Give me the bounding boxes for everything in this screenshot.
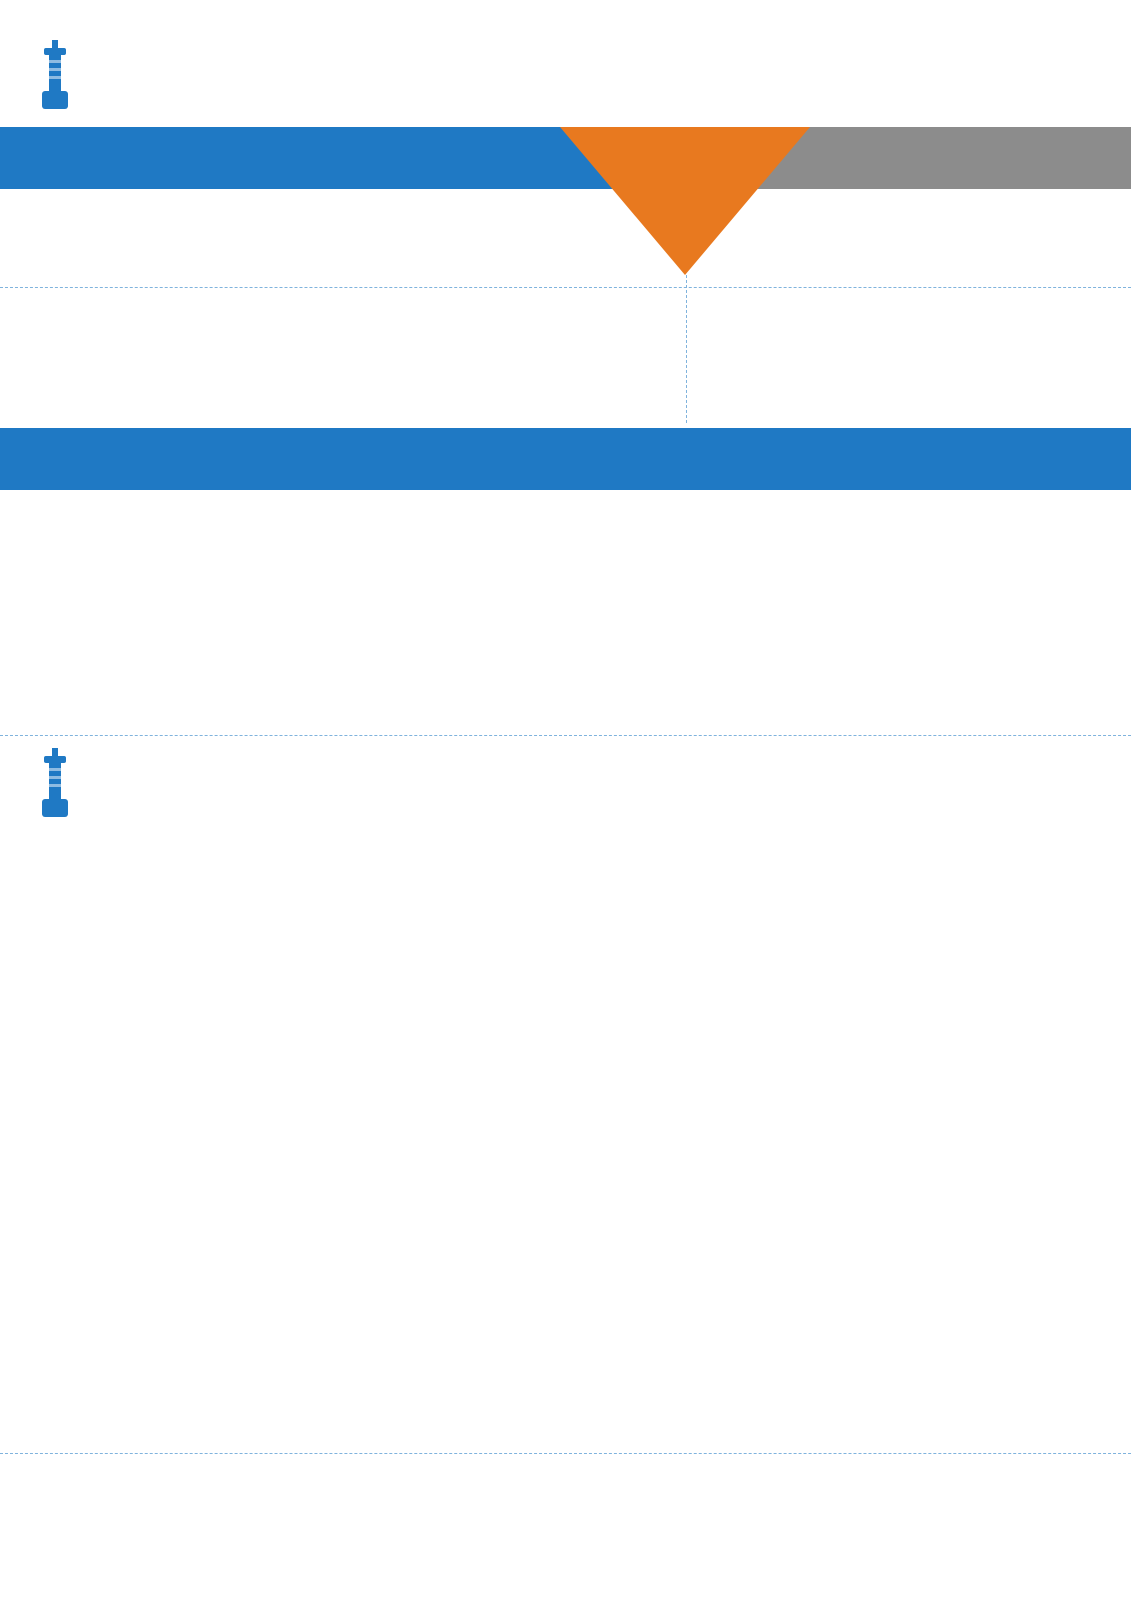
pk-badge [560, 127, 810, 275]
divider-vertical [686, 275, 687, 423]
new-device-header [0, 127, 640, 189]
bolt-icon [40, 748, 70, 822]
advantages-header [0, 428, 1131, 490]
divider-dashed [0, 735, 1131, 736]
divider-dashed [0, 1453, 1131, 1454]
bolt-icon [40, 40, 70, 114]
divider-dashed [0, 287, 1131, 288]
